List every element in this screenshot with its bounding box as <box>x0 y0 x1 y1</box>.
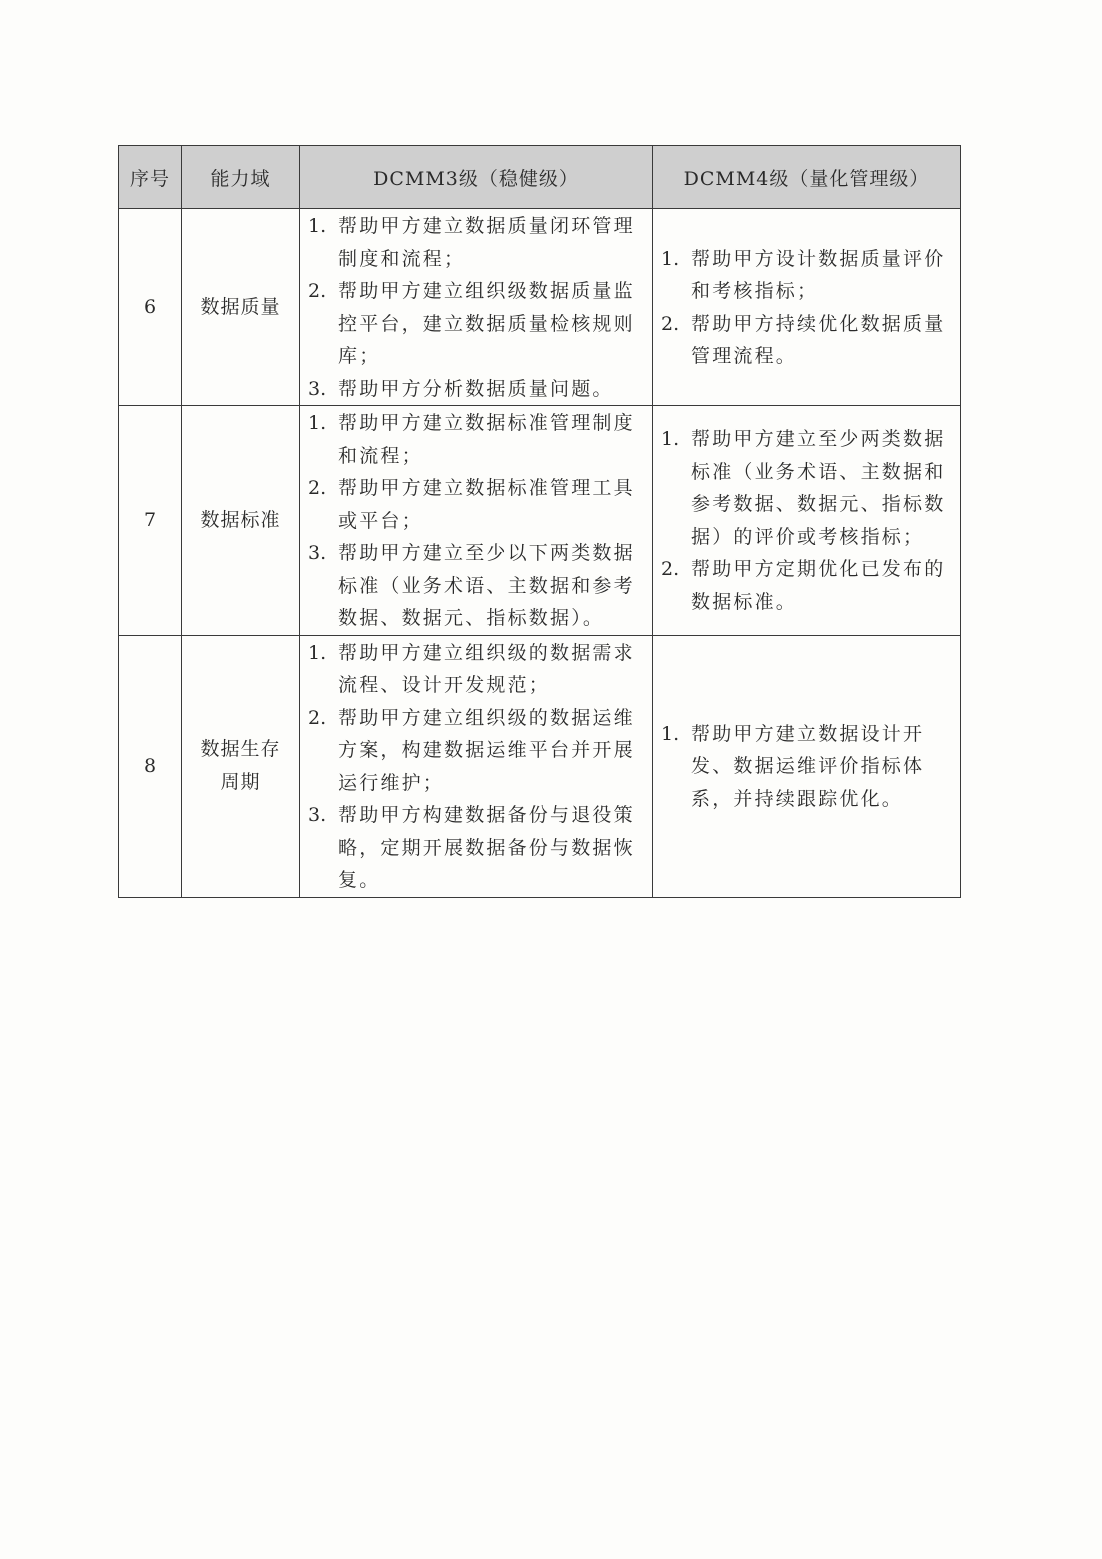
row-domain <box>182 635 300 897</box>
item-number: 1. <box>661 247 680 270</box>
item-text: 帮助甲方建立数据质量闭环管理制度和流程； <box>338 215 635 270</box>
list-item <box>661 243 954 308</box>
dcmm3-cell <box>300 635 653 897</box>
item-text: 帮助甲方设计数据质量评价和考核指标； <box>691 247 946 302</box>
item-number: 2. <box>308 477 327 499</box>
list-item <box>661 423 954 553</box>
dcmm3-cell <box>300 209 653 406</box>
item-number: 1. <box>661 428 680 451</box>
item-number: 2. <box>661 312 680 335</box>
item-text: 帮助甲方建立组织级的数据需求流程、设计开发规范； <box>338 641 635 696</box>
table-row <box>119 635 961 897</box>
row-seq: 8 <box>119 635 182 897</box>
domain-line: 数据标准 <box>200 508 281 531</box>
row-seq: 6 <box>119 209 182 406</box>
item-number: 1. <box>308 412 327 434</box>
list-item <box>308 373 646 406</box>
item-number: 1. <box>308 215 327 237</box>
item-number: 3. <box>308 804 327 826</box>
list-item <box>661 553 954 618</box>
item-text: 帮助甲方建立数据标准管理制度和流程； <box>338 412 635 467</box>
list-item <box>308 799 646 897</box>
item-text: 帮助甲方分析数据质量问题。 <box>338 377 614 400</box>
item-text: 帮助甲方建立数据设计开发、数据运维评价指标体系，并持续跟踪优化。 <box>691 722 925 810</box>
item-number: 3. <box>308 377 327 400</box>
item-number: 3. <box>308 542 327 564</box>
row-domain <box>182 406 300 636</box>
item-text: 帮助甲方持续优化数据质量管理流程。 <box>691 312 946 367</box>
item-text: 帮助甲方构建数据备份与退役策略，定期开展数据备份与数据恢复。 <box>338 804 635 891</box>
list-item <box>308 472 646 537</box>
table-row <box>119 209 961 406</box>
table-row <box>119 406 961 636</box>
header-seq: 序号 <box>119 146 182 209</box>
item-text: 帮助甲方定期优化已发布的数据标准。 <box>691 558 946 613</box>
header-dcmm4: DCMM4级（量化管理级） <box>653 146 961 209</box>
domain-line: 周期 <box>220 771 261 793</box>
item-text: 帮助甲方建立至少以下两类数据标准（业务术语、主数据和参考数据、数据元、指标数据）。 <box>338 542 635 629</box>
row-domain <box>182 209 300 406</box>
capability-table <box>118 145 961 898</box>
list-item <box>308 637 646 702</box>
dcmm4-cell <box>653 635 961 897</box>
list-item <box>308 702 646 800</box>
item-number: 1. <box>661 722 680 745</box>
list-item <box>308 407 646 472</box>
header-domain: 能力域 <box>182 146 300 209</box>
header-dcmm3: DCMM3级（稳健级） <box>300 146 653 209</box>
item-text: 帮助甲方建立至少两类数据标准（业务术语、主数据和参考数据、数据元、指标数据）的评价或考核指标； <box>691 428 946 548</box>
domain-line: 数据质量 <box>200 295 281 318</box>
list-item <box>308 537 646 635</box>
header-row <box>119 146 961 209</box>
list-item <box>308 210 646 275</box>
list-item <box>661 308 954 373</box>
row-seq: 7 <box>119 406 182 636</box>
dcmm3-cell <box>300 406 653 636</box>
domain-line: 数据生存 <box>200 738 281 760</box>
item-number: 2. <box>308 280 327 302</box>
list-item <box>308 275 646 373</box>
item-text: 帮助甲方建立数据标准管理工具或平台； <box>338 477 635 532</box>
dcmm4-cell <box>653 209 961 406</box>
item-number: 1. <box>308 641 327 664</box>
item-number: 2. <box>308 706 327 729</box>
item-text: 帮助甲方建立组织级数据质量监控平台，建立数据质量检核规则库； <box>338 280 635 367</box>
item-number: 2. <box>661 558 680 581</box>
item-text: 帮助甲方建立组织级的数据运维方案，构建数据运维平台并开展运行维护； <box>338 706 635 794</box>
list-item <box>661 718 954 816</box>
dcmm4-cell <box>653 406 961 636</box>
